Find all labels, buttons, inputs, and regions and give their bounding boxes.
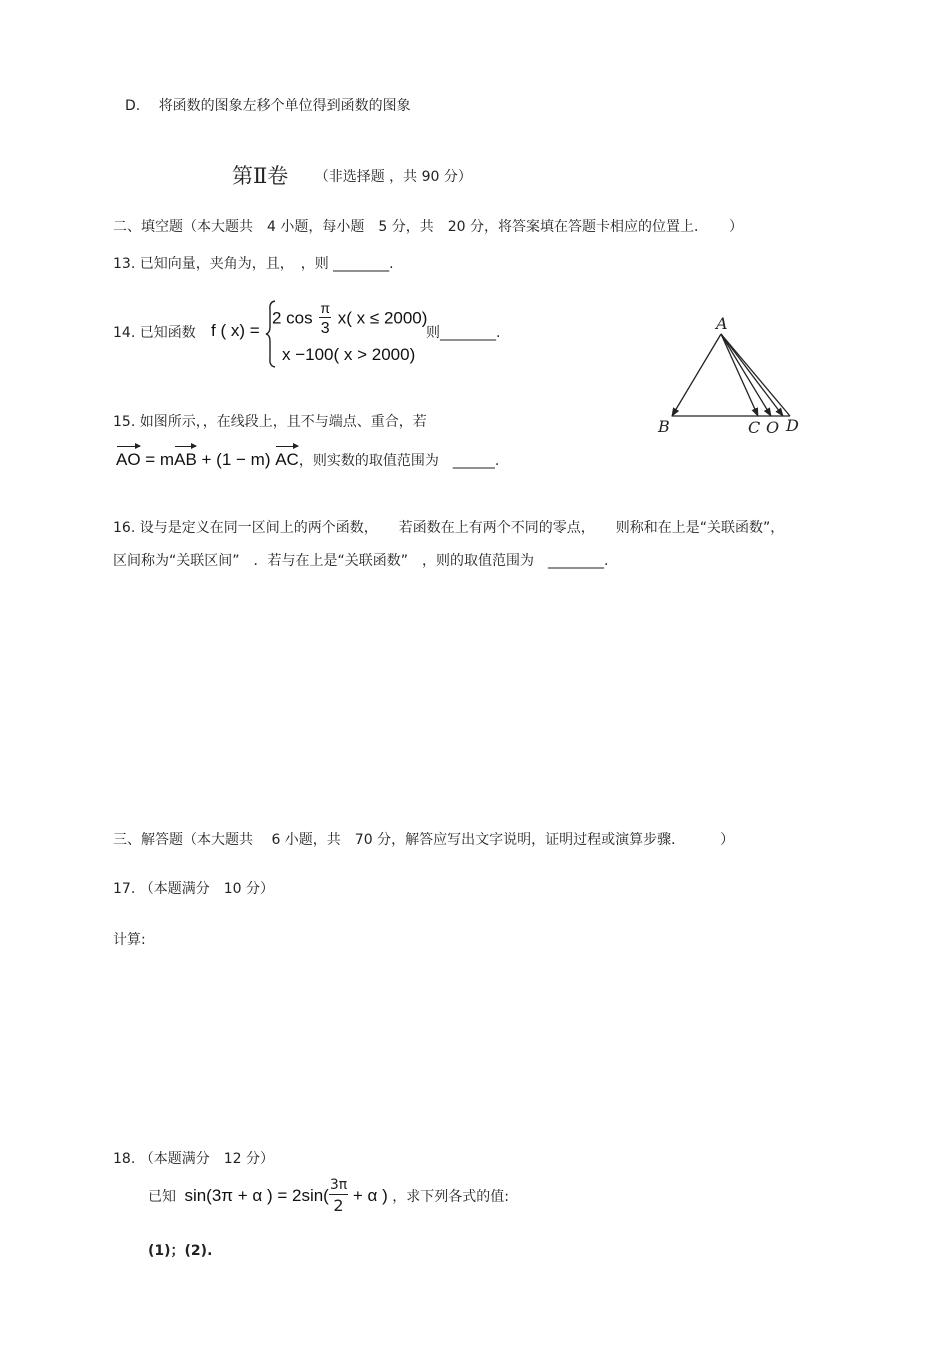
option-d — [125, 95, 411, 115]
segment-ad — [721, 334, 790, 416]
option-d-text: 将函数的图象左移个单位得到函数的图象 — [158, 98, 411, 114]
question-17-title: 17. （本题满分 10 分） — [113, 881, 274, 897]
option-d-label: D. — [125, 98, 141, 114]
case1-fraction-den: 3 — [320, 320, 330, 337]
vector-ac-symbol: AC — [275, 450, 299, 469]
case1-cos: 2 cos — [272, 308, 313, 328]
question-16-line1: 16. 设与是定义在同一区间上的两个函数， 若函数在上有两个不同的零点， 则称和在上是“关联函数”， — [113, 520, 785, 536]
section-subtitle: （非选择题 ，共 90 分） — [314, 169, 472, 185]
vector-ab-symbol: AB — [174, 450, 197, 469]
question-14-prefix: 14. 已知函数 — [113, 325, 196, 341]
section-title-main: 第Ⅱ卷 — [232, 164, 289, 188]
vector-ao — [721, 334, 771, 416]
question-18-expr2: + α ) — [348, 1186, 388, 1205]
point-b-label: B — [658, 417, 670, 436]
question-14-suffix: 则________. — [426, 325, 501, 341]
question-17-body: 计算: — [113, 932, 146, 948]
vector-ao-symbol: AO — [116, 450, 141, 469]
question-18-prefix: 已知 — [148, 1189, 176, 1205]
question-16-line2: 区间称为“关联区间” ．若与在上是“关联函数” ，则的取值范围为 ________. — [113, 553, 609, 569]
question-18-title: 18. （本题满分 12 分） — [113, 1151, 274, 1167]
question-15-formula — [116, 450, 499, 470]
question-15-line1: 15. 如图所示，，在线段上，且不与端点、重合，若 — [113, 414, 427, 430]
question-13: 13. 已知向量，夹角为，且， ，则 ________. — [113, 256, 394, 272]
point-o-label: O — [766, 418, 780, 437]
part3-heading: 三、解答题（本大题共 6 小题，共 70 分，解答应写出文字说明，证明过程或演算步骤． ） — [113, 832, 735, 848]
question-18-fraction-den: 2 — [333, 1196, 344, 1215]
triangle-figure — [650, 312, 810, 437]
question-18-fraction-num: 3π — [329, 1177, 348, 1193]
part2-heading: 二、填空题（本大题共 4 小题，每小题 5 分，共 20 分，将答案填在答题卡相应的位置上． ） — [113, 219, 743, 235]
question-18-parts: (1)；(2). — [148, 1243, 213, 1259]
plus-term: + (1 − m) — [196, 450, 276, 469]
section-title — [232, 160, 472, 190]
question-18-suffix: ，求下列各式的值: — [392, 1189, 509, 1205]
question-18-given — [148, 1178, 509, 1214]
case1-fraction — [319, 301, 331, 337]
piecewise-case-2: x −100( x > 2000) — [282, 345, 416, 364]
piecewise-case-1 — [272, 301, 427, 337]
question-14-fx: f ( x) = — [211, 321, 260, 340]
question-18-expr1: sin(3π + α ) = 2sin( — [184, 1186, 329, 1205]
case1-fraction-num: π — [320, 300, 331, 316]
point-c-label: C — [748, 418, 761, 437]
case1-condition: x( x ≤ 2000) — [337, 308, 428, 328]
equals-m: = m — [140, 450, 175, 469]
question-18-fraction — [329, 1178, 348, 1214]
point-d-label: D — [786, 416, 799, 435]
vector-ab — [672, 334, 721, 416]
question-15-suffix: ，则实数的取值范围为 ______. — [298, 453, 500, 469]
point-a-label: A — [716, 314, 728, 333]
